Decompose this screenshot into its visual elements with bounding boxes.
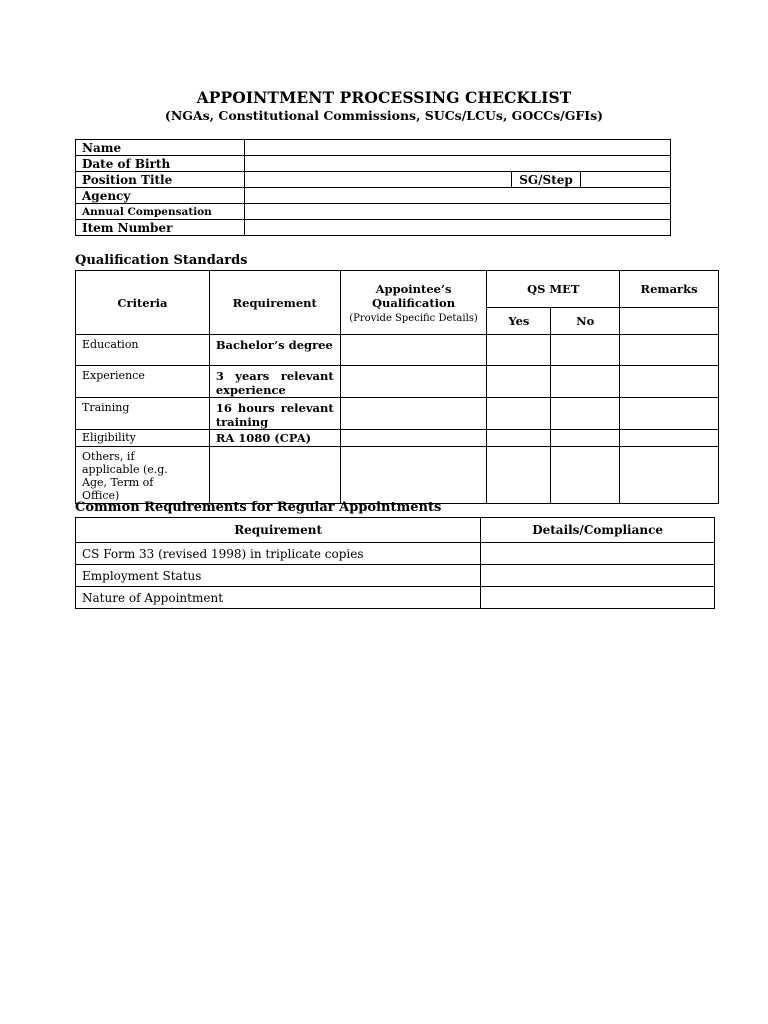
date-of-birth-label: Date of Birth [76, 156, 245, 172]
table-row [76, 447, 719, 504]
no-others-cell[interactable] [551, 447, 620, 504]
criteria-training: Training [76, 398, 210, 430]
cr-details-header: Details/Compliance [481, 518, 715, 543]
table-header-row [76, 271, 719, 308]
table-row [76, 565, 715, 587]
appointee-qualification-header [340, 271, 487, 335]
criteria-eligibility: Eligibility [76, 430, 210, 447]
remarks-others-cell[interactable] [620, 447, 719, 504]
appointee-others-cell[interactable] [340, 447, 487, 504]
no-experience-cell[interactable] [551, 366, 620, 398]
yes-others-cell[interactable] [487, 447, 551, 504]
annual-compensation-field[interactable] [245, 204, 671, 220]
no-education-cell[interactable] [551, 335, 620, 366]
appointee-qualification-note: (Provide Specific Details) [349, 312, 478, 324]
appointee-training-cell[interactable] [340, 398, 487, 430]
remarks-subcell [620, 308, 719, 335]
common-requirements-heading: Common Requirements for Regular Appointments [75, 500, 442, 515]
cr-requirement-header: Requirement [76, 518, 481, 543]
cr-requirement-employment-status: Employment Status [76, 565, 481, 587]
appointee-education-cell[interactable] [340, 335, 487, 366]
qualification-standards-table [75, 270, 719, 504]
appointee-eligibility-cell[interactable] [340, 430, 487, 447]
no-header: No [551, 308, 620, 335]
item-number-label: Item Number [76, 220, 245, 236]
requirement-experience: 3 years relevant experience [209, 366, 340, 398]
remarks-education-cell[interactable] [620, 335, 719, 366]
annual-compensation-label: Annual Compensation [76, 204, 245, 220]
position-title-field[interactable] [245, 172, 512, 188]
yes-training-cell[interactable] [487, 398, 551, 430]
no-training-cell[interactable] [551, 398, 620, 430]
requirement-header: Requirement [209, 271, 340, 335]
table-row [76, 398, 719, 430]
remarks-eligibility-cell[interactable] [620, 430, 719, 447]
appointee-experience-cell[interactable] [340, 366, 487, 398]
table-row [76, 140, 671, 156]
table-row [76, 543, 715, 565]
remarks-header: Remarks [620, 271, 719, 308]
table-header-row [76, 518, 715, 543]
yes-eligibility-cell[interactable] [487, 430, 551, 447]
item-number-field[interactable] [245, 220, 671, 236]
requirement-education: Bachelor’s degree [209, 335, 340, 366]
table-row [76, 430, 719, 447]
yes-education-cell[interactable] [487, 335, 551, 366]
criteria-header: Criteria [76, 271, 210, 335]
requirement-eligibility: RA 1080 (CPA) [209, 430, 340, 447]
qs-met-header: QS MET [487, 271, 620, 308]
cr-details-cs-form-cell[interactable] [481, 543, 715, 565]
name-label: Name [76, 140, 245, 156]
table-row [76, 366, 719, 398]
document-subtitle: (NGAs, Constitutional Commissions, SUCs/LCUs, GOCCs/GFIs) [164, 108, 604, 123]
cr-requirement-cs-form: CS Form 33 (revised 1998) in triplicate copies [76, 543, 481, 565]
agency-label: Agency [76, 188, 245, 204]
criteria-experience: Experience [76, 366, 210, 398]
qualification-standards-heading: Qualification Standards [75, 253, 248, 268]
sg-step-field[interactable] [581, 172, 671, 188]
yes-header: Yes [487, 308, 551, 335]
criteria-others: Others, if applicable (e.g. Age, Term of Office) [76, 447, 210, 504]
agency-field[interactable] [245, 188, 671, 204]
no-eligibility-cell[interactable] [551, 430, 620, 447]
table-row [76, 587, 715, 609]
document-title: APPOINTMENT PROCESSING CHECKLIST [196, 88, 572, 107]
requirement-others [209, 447, 340, 504]
date-of-birth-field[interactable] [245, 156, 671, 172]
position-title-label: Position Title [76, 172, 245, 188]
table-row [76, 156, 671, 172]
name-field[interactable] [245, 140, 671, 156]
table-row [76, 188, 671, 204]
sg-step-label: SG/Step [512, 172, 581, 188]
remarks-training-cell[interactable] [620, 398, 719, 430]
cr-details-nature-of-appointment-cell[interactable] [481, 587, 715, 609]
common-requirements-table [75, 517, 715, 609]
table-row [76, 220, 671, 236]
cr-details-employment-status-cell[interactable] [481, 565, 715, 587]
table-row [76, 335, 719, 366]
table-row [76, 172, 671, 188]
yes-experience-cell[interactable] [487, 366, 551, 398]
remarks-experience-cell[interactable] [620, 366, 719, 398]
table-row [76, 204, 671, 220]
personal-info-table [75, 139, 671, 236]
appointee-qualification-label: Appointee’s Qualification [371, 281, 456, 310]
cr-requirement-nature-of-appointment: Nature of Appointment [76, 587, 481, 609]
criteria-education: Education [76, 335, 210, 366]
requirement-training: 16 hours relevant training [209, 398, 340, 430]
